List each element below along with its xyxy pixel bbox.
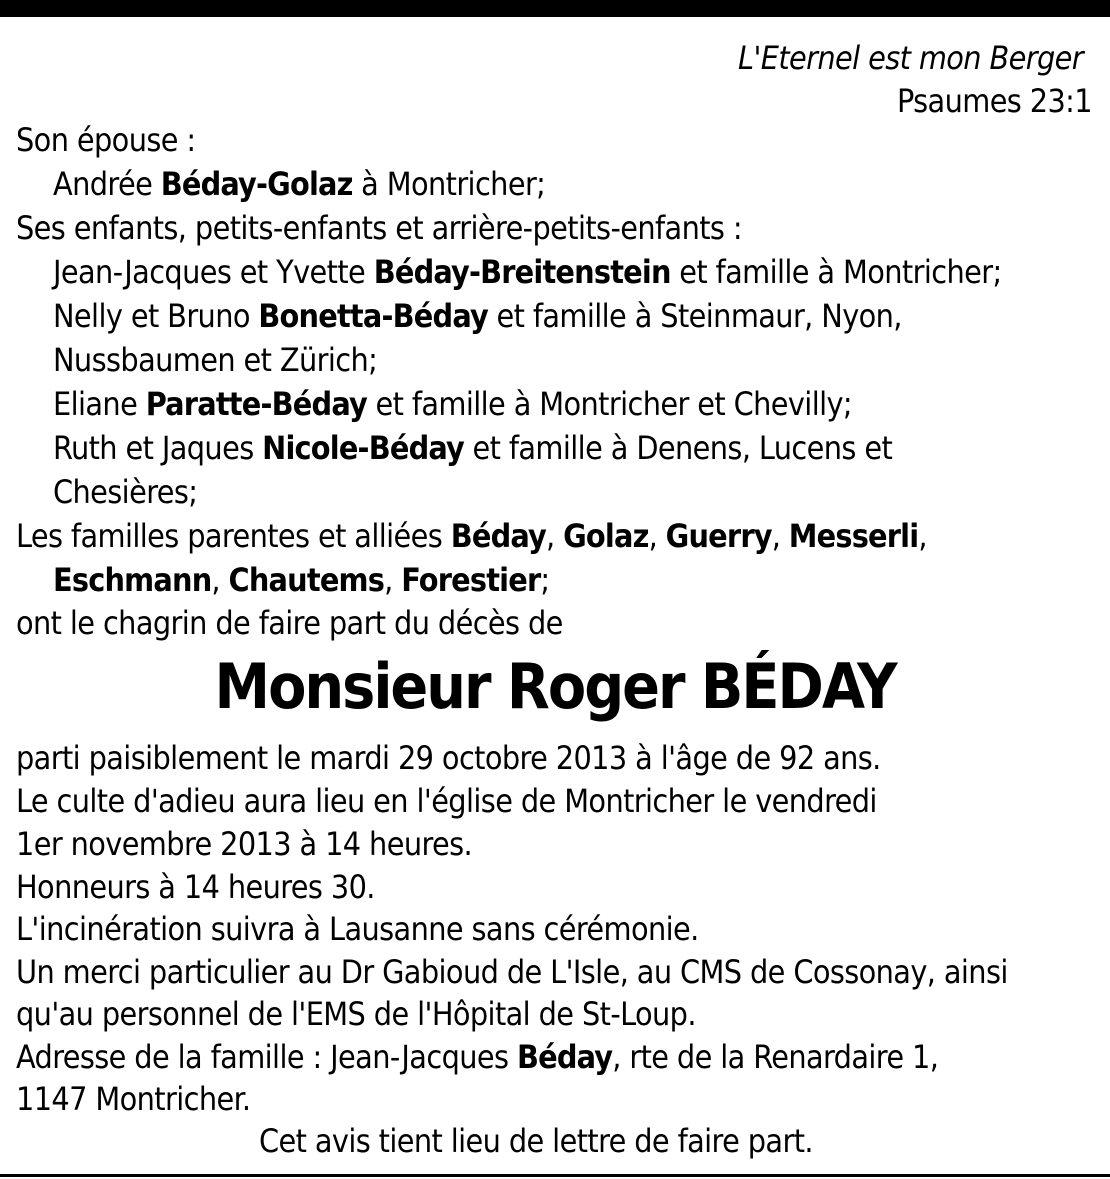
- family-name: Forestier: [401, 561, 541, 599]
- family-name: Chautems: [228, 561, 385, 599]
- spouse-intro: Son épouse :: [16, 121, 196, 159]
- child-line-continued: Nussbaumen et Zürich;: [53, 341, 378, 379]
- cremation-line: L'incinération suivra à Lausanne sans cérémonie.: [16, 910, 699, 948]
- top-border: [0, 0, 1110, 17]
- family-name: Paratte-Béday: [145, 385, 367, 423]
- relatives-line-continued: Eschmann, Chautems, Forestier;: [53, 561, 550, 599]
- honours-line: Honneurs à 14 heures 30.: [16, 868, 375, 906]
- child-line: Jean-Jacques et Yvette Béday-Breitenstein et famille à Montricher;: [53, 253, 1002, 291]
- thanks-line: Un merci particulier au Dr Gabioud de L'Isle, au CMS de Cossonay, ainsi: [16, 953, 1008, 991]
- service-line-continued: 1er novembre 2013 à 14 heures.: [16, 825, 473, 863]
- closing-note: Cet avis tient lieu de lettre de faire part.: [259, 1122, 813, 1160]
- announcement: ont le chagrin de faire part du décès de: [16, 604, 563, 642]
- child-line-continued: Chesières;: [53, 473, 198, 511]
- child-line: Nelly et Bruno Bonetta-Béday et famille à Steinmaur, Nyon,: [53, 297, 902, 335]
- deceased-name: Monsieur Roger BÉDAY: [214, 650, 896, 723]
- passing-line: parti paisiblement le mardi 29 octobre 2013 à l'âge de 92 ans.: [16, 739, 881, 777]
- address-line: Adresse de la famille : Jean-Jacques Béday, rte de la Renardaire 1,: [16, 1038, 939, 1076]
- bottom-border: [0, 1174, 1110, 1177]
- relatives-line: Les familles parentes et alliées Béday, Golaz, Guerry, Messerli,: [16, 517, 927, 555]
- address-line-continued: 1147 Montricher.: [16, 1080, 251, 1118]
- child-line: Ruth et Jaques Nicole-Béday et famille à Denens, Lucens et: [53, 429, 893, 467]
- spouse-line: Andrée Béday-Golaz à Montricher;: [53, 165, 546, 203]
- family-name: Golaz: [563, 517, 649, 555]
- family-name: Eschmann: [53, 561, 212, 599]
- bible-verse: L'Eternel est mon Berger: [738, 39, 1083, 77]
- family-name: Bonetta-Béday: [258, 297, 488, 335]
- service-line: Le culte d'adieu aura lieu en l'église de Montricher le vendredi: [16, 782, 877, 820]
- family-name: Béday: [450, 517, 547, 555]
- verse-reference: Psaumes 23:1: [896, 82, 1092, 120]
- family-name: Béday-Golaz: [160, 165, 353, 203]
- family-name: Guerry: [665, 517, 772, 555]
- thanks-line-continued: qu'au personnel de l'EMS de l'Hôpital de St-Loup.: [16, 995, 696, 1033]
- family-name: Béday-Breitenstein: [373, 253, 671, 291]
- family-name: Béday: [516, 1038, 613, 1076]
- children-intro: Ses enfants, petits-enfants et arrière-petits-enfants :: [16, 209, 742, 247]
- family-name: Nicole-Béday: [262, 429, 464, 467]
- child-line: Eliane Paratte-Béday et famille à Montricher et Chevilly;: [53, 385, 853, 423]
- family-name: Messerli: [788, 517, 919, 555]
